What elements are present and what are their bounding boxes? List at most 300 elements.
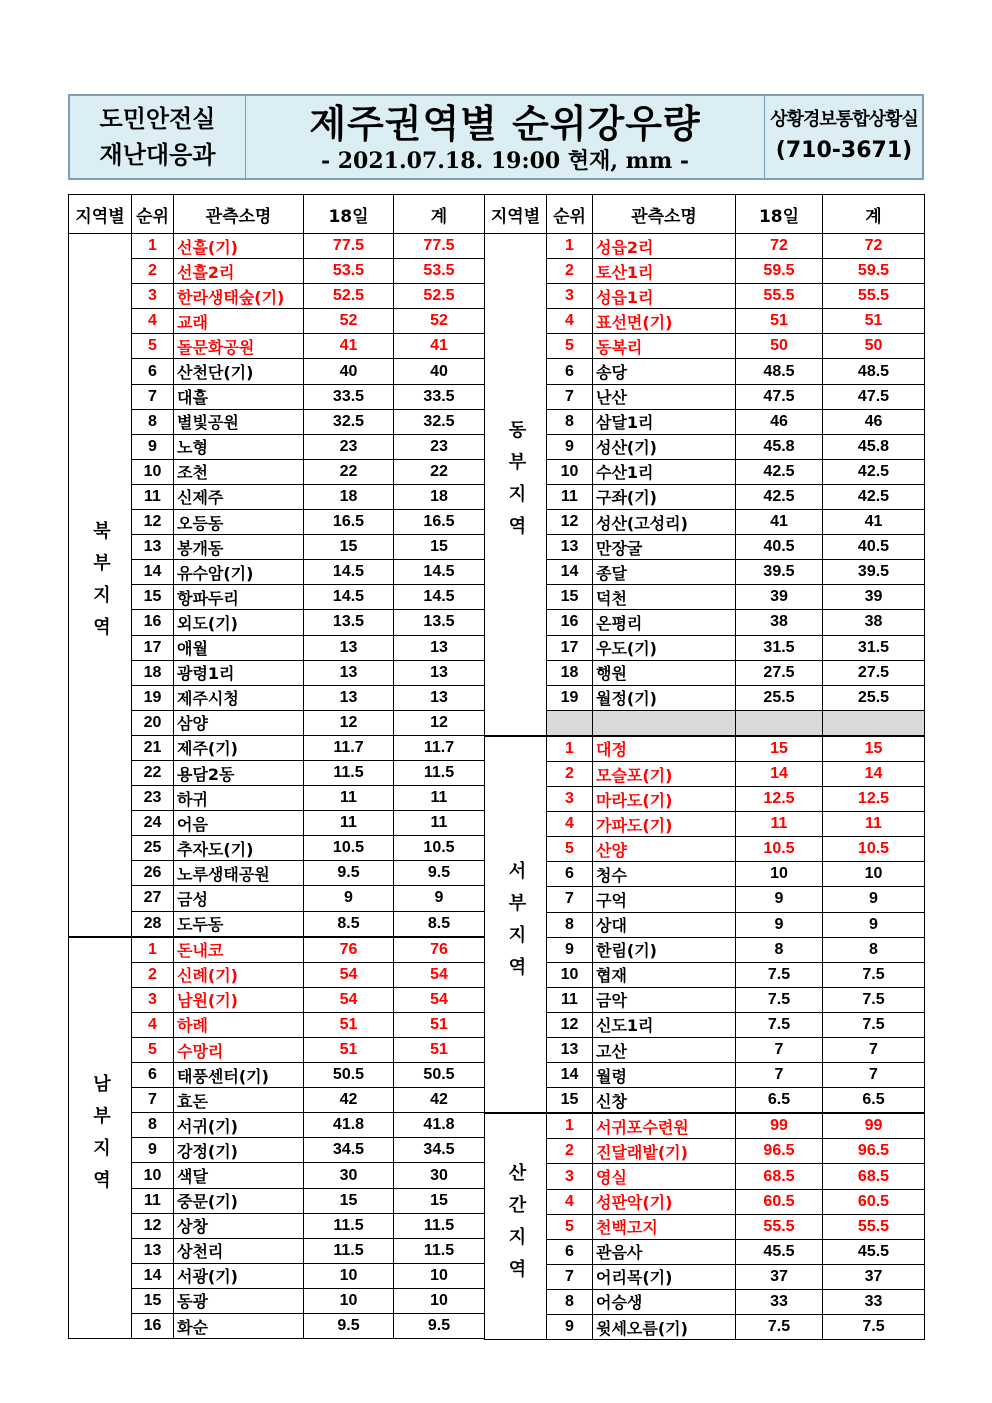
rank-cell: 16 (132, 610, 174, 635)
rank-cell: 5 (132, 1038, 174, 1063)
station-name-cell: 영실 (593, 1164, 736, 1189)
rank-cell: 1 (547, 1113, 593, 1139)
table-row (69, 535, 485, 560)
total-rainfall-cell: 59.5 (823, 259, 925, 284)
daily-rainfall-cell: 11.5 (304, 760, 394, 785)
station-name-cell: 항파두리 (174, 585, 304, 610)
daily-rainfall-cell: 13 (304, 660, 394, 685)
table-row (69, 962, 485, 987)
daily-rainfall-cell: 99 (736, 1113, 823, 1139)
daily-rainfall-cell: 13 (304, 635, 394, 660)
total-rainfall-cell: 15 (394, 1188, 485, 1213)
column-header: 18일 (736, 195, 823, 234)
total-rainfall-cell: 72 (823, 234, 925, 259)
table-row (69, 786, 485, 811)
table-row (485, 1063, 925, 1088)
rank-cell: 15 (132, 1288, 174, 1313)
station-name-cell: 제주시청 (174, 685, 304, 710)
table-row (69, 334, 485, 359)
rank-cell: 8 (132, 1113, 174, 1138)
daily-rainfall-cell: 52 (304, 309, 394, 334)
station-name-cell: 난산 (593, 384, 736, 409)
daily-rainfall-cell: 10 (304, 1288, 394, 1313)
rank-cell: 16 (547, 610, 593, 635)
total-rainfall-cell: 14.5 (394, 585, 485, 610)
station-name-cell: 색달 (174, 1163, 304, 1188)
station-name-cell: 중문(기) (174, 1188, 304, 1213)
table-row (69, 937, 485, 963)
total-rainfall-cell (823, 710, 925, 736)
rank-cell: 2 (132, 962, 174, 987)
total-rainfall-cell: 10 (394, 1288, 485, 1313)
report-title: 제주권역별 순위강우량 (309, 102, 701, 146)
table-row (485, 1038, 925, 1063)
daily-rainfall-cell: 32.5 (304, 409, 394, 434)
station-name-cell: 성판악(기) (593, 1189, 736, 1214)
daily-rainfall-cell: 53.5 (304, 259, 394, 284)
daily-rainfall-cell: 6.5 (736, 1088, 823, 1114)
table-row (485, 1289, 925, 1314)
table-row (485, 309, 925, 334)
rank-cell: 8 (132, 409, 174, 434)
daily-rainfall-cell: 9 (736, 912, 823, 937)
rank-cell: 17 (132, 635, 174, 660)
table-row (69, 836, 485, 861)
total-rainfall-cell: 7.5 (823, 1315, 925, 1340)
station-name-cell: 월정(기) (593, 685, 736, 710)
table-header-row (485, 195, 925, 234)
total-rainfall-cell: 41 (394, 334, 485, 359)
daily-rainfall-cell: 7 (736, 1038, 823, 1063)
total-rainfall-cell: 9 (394, 886, 485, 911)
table-row (69, 911, 485, 937)
total-rainfall-cell: 16.5 (394, 510, 485, 535)
total-rainfall-cell: 46 (823, 409, 925, 434)
rank-cell: 13 (547, 535, 593, 560)
table-row (69, 735, 485, 760)
rank-cell: 13 (132, 535, 174, 560)
station-name-cell: 어리목(기) (593, 1264, 736, 1289)
column-header: 관측소명 (593, 195, 736, 234)
table-row (69, 359, 485, 384)
total-rainfall-cell: 60.5 (823, 1189, 925, 1214)
station-name-cell: 동광 (174, 1288, 304, 1313)
table-row (485, 1315, 925, 1340)
total-rainfall-cell: 13.5 (394, 610, 485, 635)
table-row (485, 409, 925, 434)
daily-rainfall-cell: 41.8 (304, 1113, 394, 1138)
station-name-cell: 관음사 (593, 1239, 736, 1264)
rank-cell: 28 (132, 911, 174, 937)
region-label: 서부지역 (485, 736, 547, 1113)
table-row (485, 259, 925, 284)
station-name-cell: 금악 (593, 987, 736, 1012)
daily-rainfall-cell: 68.5 (736, 1164, 823, 1189)
column-header: 순위 (132, 195, 174, 234)
daily-rainfall-cell: 39 (736, 585, 823, 610)
table-row (485, 284, 925, 309)
table-row (69, 685, 485, 710)
station-name-cell: 도두동 (174, 911, 304, 937)
table-row (69, 987, 485, 1012)
daily-rainfall-cell: 33.5 (304, 384, 394, 409)
station-name-cell: 표선면(기) (593, 309, 736, 334)
table-row (69, 660, 485, 685)
station-name-cell: 남원(기) (174, 987, 304, 1012)
station-name-cell: 돌문화공원 (174, 334, 304, 359)
station-name-cell: 한림(기) (593, 937, 736, 962)
column-header: 관측소명 (174, 195, 304, 234)
rank-cell: 7 (547, 1264, 593, 1289)
rank-cell: 14 (132, 1263, 174, 1288)
total-rainfall-cell: 10.5 (823, 837, 925, 862)
total-rainfall-cell: 33.5 (394, 384, 485, 409)
daily-rainfall-cell: 11 (304, 811, 394, 836)
rank-cell: 3 (547, 1164, 593, 1189)
total-rainfall-cell: 31.5 (823, 635, 925, 660)
rank-cell: 10 (547, 459, 593, 484)
daily-rainfall-cell: 10.5 (304, 836, 394, 861)
table-header-row (69, 195, 485, 234)
column-header: 지역별 (69, 195, 132, 234)
rank-cell: 3 (132, 284, 174, 309)
table-row (485, 459, 925, 484)
station-name-cell: 삼양 (174, 710, 304, 735)
rank-cell: 24 (132, 811, 174, 836)
rank-cell: 17 (547, 635, 593, 660)
table-row (69, 1088, 485, 1113)
table-row (69, 409, 485, 434)
total-rainfall-cell: 39.5 (823, 560, 925, 585)
column-header: 18일 (304, 195, 394, 234)
total-rainfall-cell: 41 (823, 510, 925, 535)
total-rainfall-cell: 54 (394, 962, 485, 987)
rank-cell: 12 (547, 510, 593, 535)
total-rainfall-cell: 7.5 (823, 987, 925, 1012)
table-row (69, 560, 485, 585)
daily-rainfall-cell: 15 (304, 535, 394, 560)
total-rainfall-cell: 45.5 (823, 1239, 925, 1264)
station-name-cell: 월령 (593, 1063, 736, 1088)
daily-rainfall-cell: 11.5 (304, 1213, 394, 1238)
station-name-cell: 서귀포수련원 (593, 1113, 736, 1139)
rank-cell: 22 (132, 760, 174, 785)
table-row (69, 760, 485, 785)
table-row (69, 710, 485, 735)
station-name-cell: 유수암(기) (174, 560, 304, 585)
table-row (69, 1163, 485, 1188)
total-rainfall-cell: 51 (823, 309, 925, 334)
table-row (485, 1189, 925, 1214)
station-name-cell: 어음 (174, 811, 304, 836)
table-row (485, 484, 925, 509)
total-rainfall-cell: 55.5 (823, 284, 925, 309)
table-row (485, 1164, 925, 1189)
right-rainfall-table (484, 194, 925, 1340)
table-row (485, 761, 925, 786)
total-rainfall-cell: 42.5 (823, 459, 925, 484)
table-row (485, 962, 925, 987)
table-row (485, 887, 925, 912)
table-row (485, 736, 925, 762)
station-name-cell: 만장굴 (593, 535, 736, 560)
rank-cell: 19 (547, 685, 593, 710)
total-rainfall-cell: 52.5 (394, 284, 485, 309)
station-name-cell: 가파도(기) (593, 812, 736, 837)
station-name-cell: 봉개동 (174, 535, 304, 560)
table-row (69, 1314, 485, 1339)
station-name-cell: 대흘 (174, 384, 304, 409)
total-rainfall-cell: 9.5 (394, 861, 485, 886)
total-rainfall-cell: 15 (394, 535, 485, 560)
daily-rainfall-cell: 59.5 (736, 259, 823, 284)
total-rainfall-cell: 42 (394, 1088, 485, 1113)
rank-cell: 1 (132, 937, 174, 963)
rank-cell: 9 (547, 1315, 593, 1340)
table-row (485, 937, 925, 962)
table-row (485, 1264, 925, 1289)
daily-rainfall-cell: 10.5 (736, 837, 823, 862)
daily-rainfall-cell: 51 (304, 1012, 394, 1037)
office-phone: (710-3671) (775, 138, 913, 163)
table-row (485, 1113, 925, 1139)
station-name-cell: 윗세오름(기) (593, 1315, 736, 1340)
rank-cell: 5 (547, 837, 593, 862)
station-name-cell: 종달 (593, 560, 736, 585)
table-row (69, 1263, 485, 1288)
total-rainfall-cell: 50 (823, 334, 925, 359)
rank-cell: 7 (132, 1088, 174, 1113)
total-rainfall-cell: 55.5 (823, 1214, 925, 1239)
table-row (69, 1238, 485, 1263)
report-header (68, 94, 924, 180)
table-row (485, 635, 925, 660)
station-name-cell: 한라생태숲(기) (174, 284, 304, 309)
rank-cell: 11 (132, 484, 174, 509)
total-rainfall-cell: 13 (394, 635, 485, 660)
station-name-cell: 온평리 (593, 610, 736, 635)
total-rainfall-cell: 9.5 (394, 1314, 485, 1339)
daily-rainfall-cell: 11 (736, 812, 823, 837)
rank-cell: 15 (547, 1088, 593, 1114)
table-row (485, 1139, 925, 1164)
daily-rainfall-cell: 27.5 (736, 660, 823, 685)
table-row (485, 585, 925, 610)
station-name-cell: 성산(기) (593, 434, 736, 459)
station-name-cell: 덕천 (593, 585, 736, 610)
rank-cell: 11 (547, 484, 593, 509)
station-name-cell: 별빛공원 (174, 409, 304, 434)
rank-cell: 8 (547, 912, 593, 937)
station-name-cell: 천백고지 (593, 1214, 736, 1239)
total-rainfall-cell: 23 (394, 434, 485, 459)
rank-cell: 6 (547, 862, 593, 887)
rank-cell: 7 (132, 384, 174, 409)
station-name-cell: 우도(기) (593, 635, 736, 660)
daily-rainfall-cell: 9 (736, 887, 823, 912)
total-rainfall-cell: 25.5 (823, 685, 925, 710)
rank-cell: 26 (132, 861, 174, 886)
rank-cell: 14 (547, 560, 593, 585)
station-name-cell: 진달래밭(기) (593, 1139, 736, 1164)
station-name-cell: 선흘(기) (174, 234, 304, 259)
daily-rainfall-cell: 52.5 (304, 284, 394, 309)
rank-cell: 8 (547, 409, 593, 434)
table-row (485, 685, 925, 710)
rank-cell: 7 (547, 384, 593, 409)
daily-rainfall-cell: 15 (304, 1188, 394, 1213)
daily-rainfall-cell: 12.5 (736, 787, 823, 812)
daily-rainfall-cell: 14.5 (304, 585, 394, 610)
station-name-cell: 서광(기) (174, 1263, 304, 1288)
daily-rainfall-cell: 13 (304, 685, 394, 710)
table-row (485, 660, 925, 685)
station-name-cell: 송당 (593, 359, 736, 384)
column-header: 순위 (547, 195, 593, 234)
region-label: 산간지역 (485, 1113, 547, 1339)
table-row (69, 886, 485, 911)
station-name-cell: 동복리 (593, 334, 736, 359)
department-line-2: 재난대응과 (99, 141, 216, 169)
station-name-cell: 상창 (174, 1213, 304, 1238)
rank-cell: 18 (547, 660, 593, 685)
total-rainfall-cell: 11.5 (394, 1238, 485, 1263)
office-block (764, 96, 923, 178)
total-rainfall-cell: 13 (394, 685, 485, 710)
daily-rainfall-cell: 8.5 (304, 911, 394, 937)
total-rainfall-cell: 11 (394, 811, 485, 836)
total-rainfall-cell: 14 (823, 761, 925, 786)
table-row (69, 1038, 485, 1063)
table-row (69, 1188, 485, 1213)
total-rainfall-cell: 7 (823, 1038, 925, 1063)
total-rainfall-cell: 7.5 (823, 1012, 925, 1037)
total-rainfall-cell: 12 (394, 710, 485, 735)
table-row (485, 862, 925, 887)
rank-cell (547, 710, 593, 736)
station-name-cell: 강정(기) (174, 1138, 304, 1163)
total-rainfall-cell: 22 (394, 459, 485, 484)
daily-rainfall-cell: 42 (304, 1088, 394, 1113)
rank-cell: 4 (547, 812, 593, 837)
total-rainfall-cell: 51 (394, 1038, 485, 1063)
total-rainfall-cell: 11 (823, 812, 925, 837)
daily-rainfall-cell: 45.8 (736, 434, 823, 459)
station-name-cell: 성산(고성리) (593, 510, 736, 535)
total-rainfall-cell: 68.5 (823, 1164, 925, 1189)
total-rainfall-cell: 77.5 (394, 234, 485, 259)
station-name-cell: 행원 (593, 660, 736, 685)
station-name-cell: 신창 (593, 1088, 736, 1114)
rank-cell: 2 (547, 1139, 593, 1164)
station-name-cell: 효돈 (174, 1088, 304, 1113)
table-row (69, 811, 485, 836)
rank-cell: 14 (132, 560, 174, 585)
total-rainfall-cell: 10 (823, 862, 925, 887)
table-row (485, 560, 925, 585)
daily-rainfall-cell: 7.5 (736, 962, 823, 987)
title-block (246, 96, 764, 178)
total-rainfall-cell: 8 (823, 937, 925, 962)
daily-rainfall-cell: 33 (736, 1289, 823, 1314)
station-name-cell: 성읍1리 (593, 284, 736, 309)
station-name-cell: 광령1리 (174, 660, 304, 685)
rank-cell: 12 (132, 1213, 174, 1238)
rank-cell: 4 (132, 1012, 174, 1037)
rank-cell: 19 (132, 685, 174, 710)
total-rainfall-cell: 7.5 (823, 962, 925, 987)
daily-rainfall-cell: 38 (736, 610, 823, 635)
daily-rainfall-cell: 37 (736, 1264, 823, 1289)
daily-rainfall-cell: 42.5 (736, 459, 823, 484)
rank-cell: 9 (547, 937, 593, 962)
station-name-cell: 하례 (174, 1012, 304, 1037)
total-rainfall-cell: 13 (394, 660, 485, 685)
station-name-cell: 교래 (174, 309, 304, 334)
table-row (69, 434, 485, 459)
table-row (485, 510, 925, 535)
total-rainfall-cell: 11.5 (394, 760, 485, 785)
rank-cell: 6 (547, 359, 593, 384)
rank-cell: 12 (547, 1012, 593, 1037)
rank-cell: 11 (132, 1188, 174, 1213)
rank-cell: 4 (132, 309, 174, 334)
station-name-cell: 선흘2리 (174, 259, 304, 284)
table-row (485, 912, 925, 937)
rank-cell: 4 (547, 1189, 593, 1214)
rank-cell: 9 (132, 1138, 174, 1163)
station-name-cell: 태풍센터(기) (174, 1063, 304, 1088)
rank-cell: 13 (132, 1238, 174, 1263)
total-rainfall-cell: 10 (394, 1263, 485, 1288)
daily-rainfall-cell: 96.5 (736, 1139, 823, 1164)
total-rainfall-cell: 32.5 (394, 409, 485, 434)
station-name-cell: 애월 (174, 635, 304, 660)
total-rainfall-cell: 30 (394, 1163, 485, 1188)
total-rainfall-cell: 33 (823, 1289, 925, 1314)
daily-rainfall-cell: 9 (304, 886, 394, 911)
table-row (485, 359, 925, 384)
total-rainfall-cell: 9 (823, 912, 925, 937)
total-rainfall-cell: 9 (823, 887, 925, 912)
daily-rainfall-cell: 11.5 (304, 1238, 394, 1263)
daily-rainfall-cell: 31.5 (736, 635, 823, 660)
rank-cell: 16 (132, 1314, 174, 1339)
station-name-cell: 구억 (593, 887, 736, 912)
station-name-cell: 수산1리 (593, 459, 736, 484)
station-name-cell (593, 710, 736, 736)
daily-rainfall-cell: 8 (736, 937, 823, 962)
rank-cell: 20 (132, 710, 174, 735)
station-name-cell: 추자도(기) (174, 836, 304, 861)
station-name-cell: 노루생태공원 (174, 861, 304, 886)
daily-rainfall-cell: 55.5 (736, 284, 823, 309)
station-name-cell: 토산1리 (593, 259, 736, 284)
table-row (485, 535, 925, 560)
daily-rainfall-cell: 41 (736, 510, 823, 535)
station-name-cell: 하귀 (174, 786, 304, 811)
total-rainfall-cell: 47.5 (823, 384, 925, 409)
rank-cell: 2 (132, 259, 174, 284)
daily-rainfall-cell: 55.5 (736, 1214, 823, 1239)
total-rainfall-cell: 51 (394, 1012, 485, 1037)
table-row (485, 334, 925, 359)
rank-cell: 10 (547, 962, 593, 987)
total-rainfall-cell: 76 (394, 937, 485, 963)
station-name-cell: 상대 (593, 912, 736, 937)
station-name-cell: 서귀(기) (174, 1113, 304, 1138)
station-name-cell: 오등동 (174, 510, 304, 535)
